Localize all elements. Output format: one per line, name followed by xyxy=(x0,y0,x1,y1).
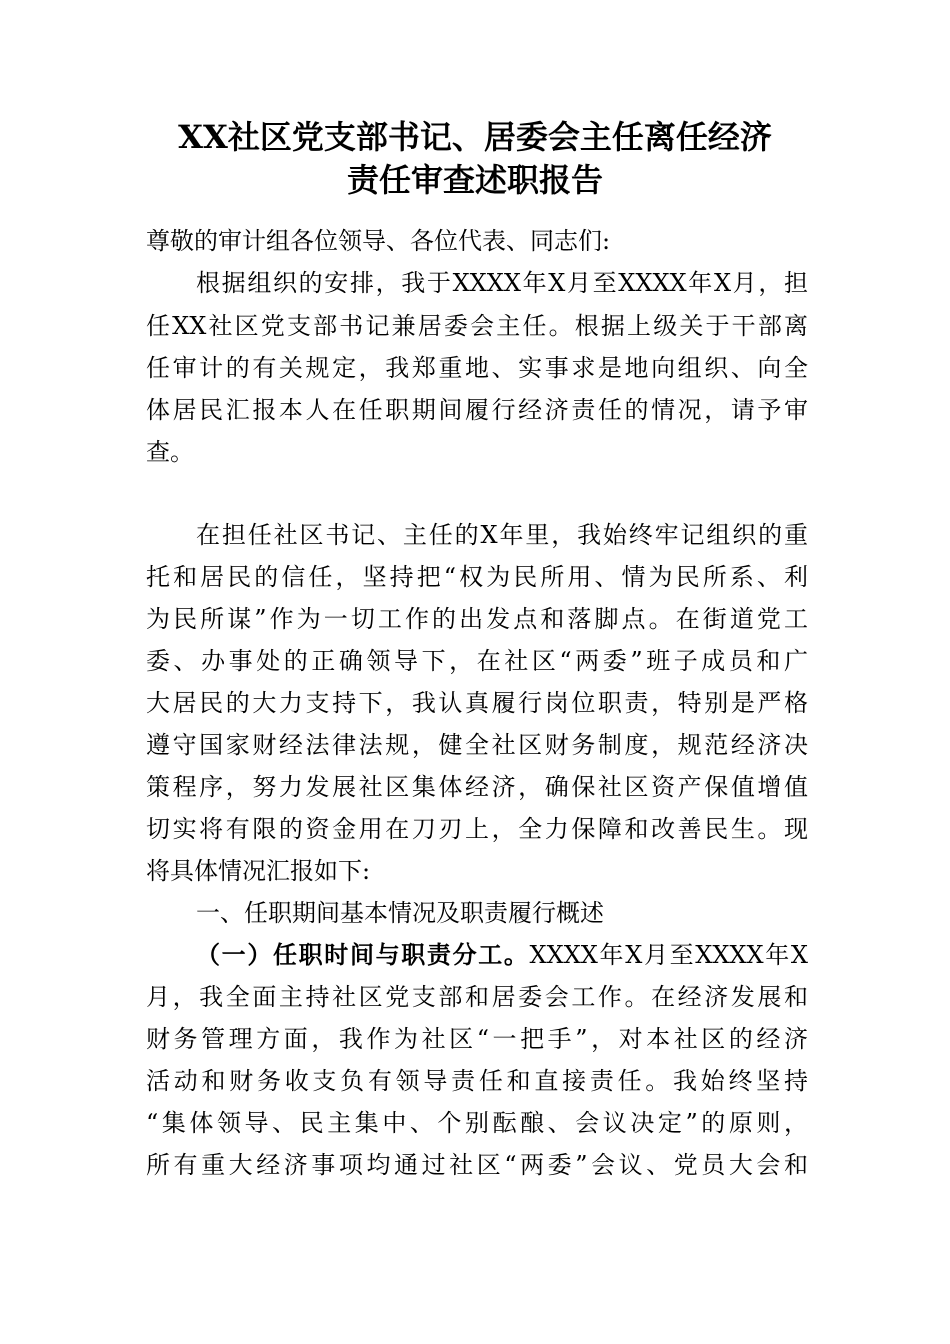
subsection-1-lead: （一）任职时间与职责分工。 xyxy=(196,941,530,969)
paragraph-1-line-2: 任XX社区党支部书记兼居委会主任。根据上级关于干部离 xyxy=(146,312,808,340)
paragraph-2-line-1: 在担任社区书记、主任的X年里，我始终牢记组织的重 xyxy=(196,521,808,549)
subsection-1-line-6: 所有重大经济事项均通过社区“两委”会议、党员大会和 xyxy=(146,1151,808,1179)
subsection-1-line-3: 财务管理方面，我作为社区“一把手”，对本社区的经济 xyxy=(146,1025,808,1053)
section-1-heading: 一、任职期间基本情况及职责履行概述 xyxy=(196,899,604,927)
salutation: 尊敬的审计组各位领导、各位代表、同志们: xyxy=(146,227,611,255)
subsection-1-line-5: “集体领导、民主集中、个别酝酿、会议决定”的原则， xyxy=(146,1109,808,1137)
paragraph-2-line-5: 大居民的大力支持下，我认真履行岗位职责，特别是严格 xyxy=(146,689,808,717)
subsection-1-first-line-rest: XXXX年X月至XXXX年X xyxy=(529,941,809,969)
subsection-1-line-4: 活动和财务收支负有领导责任和直接责任。我始终坚持 xyxy=(146,1067,808,1095)
document-title-line-1: XX社区党支部书记、居委会主任离任经济 xyxy=(178,118,772,156)
paragraph-2-line-4: 委、办事处的正确领导下，在社区“两委”班子成员和广 xyxy=(146,647,808,675)
paragraph-1-line-1: 根据组织的安排，我于XXXX年X月至XXXX年X月，担 xyxy=(196,269,808,297)
document-title-line-2: 责任审查述职报告 xyxy=(346,161,603,199)
paragraph-1-line-5: 查。 xyxy=(146,438,194,466)
paragraph-2-line-9: 将具体情况汇报如下: xyxy=(146,857,371,885)
subsection-1-line-2: 月，我全面主持社区党支部和居委会工作。在经济发展和 xyxy=(146,983,808,1011)
paragraph-1-line-4: 体居民汇报本人在任职期间履行经济责任的情况，请予审 xyxy=(146,396,808,424)
paragraph-2-line-2: 托和居民的信任，坚持把“权为民所用、情为民所系、利 xyxy=(146,563,808,591)
subsection-1-line-1 xyxy=(196,934,808,976)
paragraph-2-line-7: 策程序，努力发展社区集体经济，确保社区资产保值增值 xyxy=(146,773,808,801)
paragraph-2-line-6: 遵守国家财经法律法规，健全社区财务制度，规范经济决 xyxy=(146,731,808,759)
paragraph-2-line-3: 为民所谋”作为一切工作的出发点和落脚点。在街道党工 xyxy=(146,605,808,633)
paragraph-1-line-3: 任审计的有关规定，我郑重地、实事求是地向组织、向全 xyxy=(146,354,808,382)
paragraph-2-line-8: 切实将有限的资金用在刀刃上，全力保障和改善民生。现 xyxy=(146,815,808,843)
